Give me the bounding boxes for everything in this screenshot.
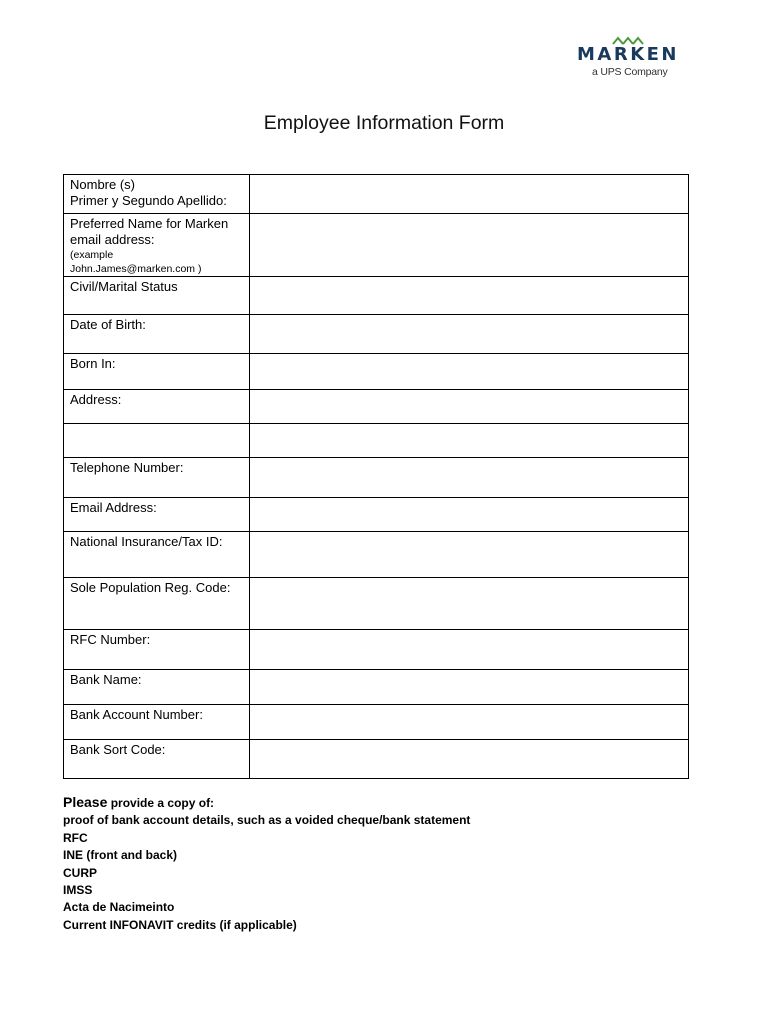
form-row-label (64, 315, 250, 354)
form-row-example-note: (example (70, 249, 114, 261)
form-row-value-field[interactable] (250, 705, 689, 740)
form-row-label-line: Sole Population Reg. Code: (70, 580, 231, 595)
form-row (64, 458, 689, 498)
form-row-label-line: Primer y Segundo Apellido: (70, 193, 227, 208)
form-row (64, 424, 689, 458)
form-row-label-line: Nombre (s) (70, 177, 136, 192)
form-row-value-field[interactable] (250, 354, 689, 390)
required-document-item: Current INFONAVIT credits (if applicable) (63, 917, 297, 932)
form-row (64, 175, 689, 214)
form-row (64, 578, 689, 630)
form-row-value-field[interactable] (250, 578, 689, 630)
logo-wordmark: MARKEN (576, 44, 679, 65)
form-row (64, 498, 689, 532)
form-row (64, 277, 689, 315)
notes-intro (63, 794, 703, 812)
form-row-label (64, 424, 250, 458)
form-row-label (64, 390, 250, 424)
form-row-label (64, 705, 250, 740)
form-row-value-field[interactable] (250, 315, 689, 354)
required-document-item: Acta de Nacimeinto (63, 900, 175, 915)
form-row (64, 532, 689, 578)
form-row-label-line: Bank Name: (70, 672, 142, 687)
form-row-label (64, 277, 250, 315)
form-row-label-line: Address: (70, 392, 122, 407)
form-row (64, 315, 689, 354)
form-row (64, 390, 689, 424)
form-row-value-field[interactable] (250, 214, 689, 277)
form-row-label (64, 458, 250, 498)
form-row (64, 630, 689, 670)
required-document-item: CURP (63, 865, 98, 880)
form-row-label-line: National Insurance/Tax ID: (70, 534, 223, 549)
form-row (64, 214, 689, 277)
employee-info-table (63, 174, 689, 779)
notes-intro-please: Please (63, 794, 108, 810)
form-row-label-line: Email Address: (70, 500, 157, 515)
form-row-label-line: Date of Birth: (70, 317, 146, 332)
form-row-label (64, 740, 250, 779)
form-row-value-field[interactable] (250, 175, 689, 214)
form-row (64, 740, 689, 779)
form-row-label (64, 498, 250, 532)
notes-intro-rest: provide a copy of: (107, 796, 215, 810)
form-row (64, 354, 689, 390)
marken-logo (566, 36, 690, 80)
form-row-label (64, 214, 250, 277)
required-document-item: INE (front and back) (63, 848, 178, 863)
form-row-label-line (70, 426, 243, 442)
form-row-label (64, 670, 250, 705)
form-row-label-line: Born In: (70, 356, 116, 371)
form-row-label-line: RFC Number: (70, 632, 151, 647)
form-row-value-field[interactable] (250, 424, 689, 458)
form-row-value-field[interactable] (250, 498, 689, 532)
form-row-label-line: Bank Sort Code: (70, 742, 166, 757)
form-row-value-field[interactable] (250, 458, 689, 498)
logo-tagline: a UPS Company (592, 66, 668, 78)
form-row-label-line: email address: (70, 232, 155, 247)
required-document-item: RFC (63, 830, 88, 845)
form-row-label (64, 630, 250, 670)
form-row (64, 670, 689, 705)
form-row-label (64, 578, 250, 630)
form-row (64, 705, 689, 740)
form-row-label (64, 175, 250, 214)
form-row-value-field[interactable] (250, 630, 689, 670)
form-row-label-line: Bank Account Number: (70, 707, 203, 722)
form-row-label-line: Preferred Name for Marken (70, 216, 229, 231)
page-title: Employee Information Form (263, 112, 505, 134)
form-row-value-field[interactable] (250, 740, 689, 779)
required-document-item: proof of bank account details, such as a voided cheque/bank statement (63, 813, 471, 828)
form-row-label (64, 354, 250, 390)
form-row-label-line: Civil/Marital Status (70, 279, 178, 294)
form-row-example-note: John.James@marken.com ) (70, 263, 202, 275)
form-row-label-line: Telephone Number: (70, 460, 184, 475)
form-row-value-field[interactable] (250, 390, 689, 424)
required-document-item: IMSS (63, 883, 93, 898)
form-row-value-field[interactable] (250, 277, 689, 315)
form-row-value-field[interactable] (250, 670, 689, 705)
required-documents-notes (63, 794, 703, 934)
form-row-value-field[interactable] (250, 532, 689, 578)
form-row-label (64, 532, 250, 578)
